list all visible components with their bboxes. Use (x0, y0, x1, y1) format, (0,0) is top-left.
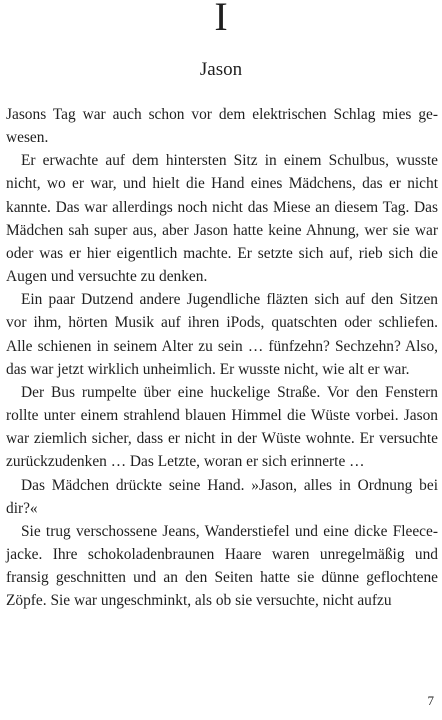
page-number: 7 (427, 693, 434, 708)
paragraph-2: Er erwachte auf dem hintersten Sitz in einem Schulbus, wusste nicht, wo er war, und hielt die Hand eines Mädchens, das er nicht kannte. Das war allerdings noch nicht das Miese an diesem Tag. Das Mädchen sah super aus, aber Jason hatte keine Ahnung, wer sie war oder was er hier eigentlich machte. Er setzte sich auf, rieb sich die Augen und versuchte zu denken. (6, 152, 438, 286)
chapter-number: I (214, 0, 228, 39)
paragraph-4: Der Bus rumpelte über eine huckelige Straße. Vor den Fenstern rollte unter einem strahlend blauen Himmel die Wüste vorbei. Jason war ziemlich sicher, dass er nicht in der Wüste wohnte. Er versuchte zurückzudenken … Das Letzte, woran er sich erinnerte … (6, 383, 438, 471)
paragraph-1: Jasons Tag war auch schon vor dem elektrischen Schlag mies gewesen. (6, 106, 438, 147)
paragraph-3: Ein paar Dutzend andere Jugendliche fläzten sich auf den Sitzen vor ihm, hörten Musik auf ihren iPods, quatschten oder schliefen. Alle schienen in seinem Alter zu sein … fünfzehn? Sechzehn? Also, das war jetzt wirklich unheimlich. Er wusste nicht, wie alt er war. (6, 291, 438, 378)
chapter-title: Jason (199, 59, 243, 80)
chapter-body (6, 103, 438, 612)
paragraph-6: Sie trug verschossene Jeans, Wanderstiefel und eine dicke Fleecejacke. Ihre schokoladenbraunen Haare waren unregelmäßig und fransig geschnitten und an den Seiten hatte sie dünne geflochtene Zöpfe. Sie war ungeschminkt, als ob sie versuchte, nicht aufzu (6, 522, 438, 610)
paragraph-5: Das Mädchen drückte seine Hand. »Jason, alles in Ordnung bei dir?« (6, 476, 438, 517)
